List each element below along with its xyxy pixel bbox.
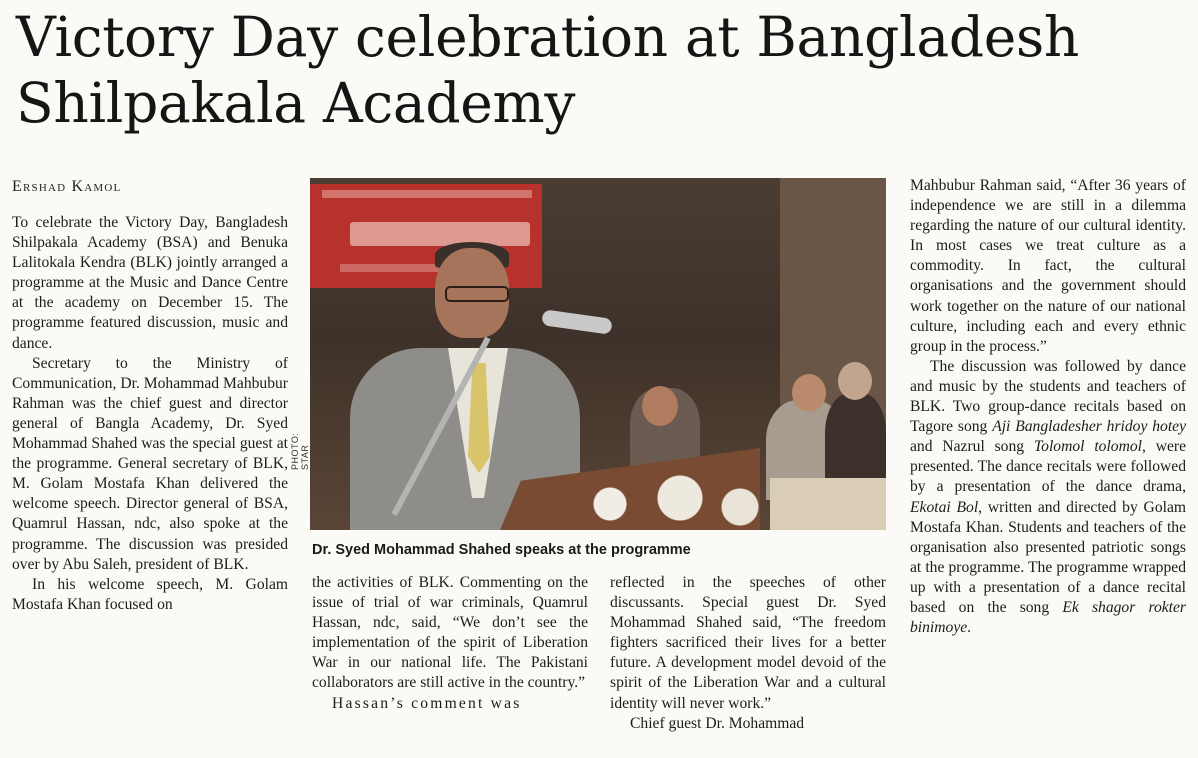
paragraph: The discussion was followed by dance and music by the students and teachers of BLK. Two group-dance recitals based on Tagore song Aji Bangladesher hridoy hotey and Nazrul song Tolomol tolomol, were presented. The dance recitals were followed by a presentation of the dance drama, Ekotai Bol, written and directed by Golam Mostafa Khan. Students and teachers of the organisation also presented patriotic songs at the programme. The programme wrapped up with a presentation of a dance recital based on the song Ek shagor rokter binimoye.: [910, 357, 1187, 637]
byline: Ershad Kamol: [12, 178, 122, 195]
photo-caption: Dr. Syed Mohammad Shahed speaks at the programme: [312, 542, 691, 558]
song-title: Ek shagor rokter binimoye: [910, 598, 1186, 637]
song-title: Tolomol tolomol: [1033, 438, 1142, 456]
paragraph: reflected in the speeches of other discussants. Special guest Dr. Syed Mohammad Shahed said, “The freedom fighters sacrificed their lives for a better future. A development model devoid of the spirit of the Liberation War and a cultural identity will never work.”: [610, 574, 886, 712]
paragraph: Chief guest Dr. Mohammad: [630, 714, 805, 732]
paragraph: To celebrate the Victory Day, Bangladesh Shilpakala Academy (BSA) and Benuka Lalitokala Kendra (BLK) jointly arranged a programme at the Music and Dance Centre at the academy on December 15. The programme featured discussion, music and dance.: [12, 214, 288, 352]
headline: [16, 4, 1186, 136]
paragraph: Hassan’s comment was: [332, 694, 522, 712]
paragraph: Mahbubur Rahman said, “After 36 years of independence we are still in a dilemma regarding the nature of our cultural identity. In most cases we treat culture as a commodity. In fact, the cultural organisations and the government should work together on the nature of our national culture, including each and every ethnic group in the process.”: [910, 177, 1186, 355]
article-column-2: [312, 573, 588, 714]
article-photo: [310, 178, 886, 530]
paragraph: the activities of BLK. Commenting on the issue of trial of war criminals, Quamrul Hassan, ndc, said, “We don’t see the implementation of the spirit of Liberation War in our national life. The Pakistani collaborators are still active in the country.”: [312, 574, 588, 692]
headline-line-2: Shilpakala Academy: [16, 71, 576, 135]
article-column-4: [910, 176, 1186, 638]
drama-title: Ekotai Bol: [910, 498, 979, 516]
article-column-1: [12, 213, 288, 615]
headline-line-1: Victory Day celebration at Bangladesh: [16, 5, 1080, 69]
article-column-3: [610, 573, 886, 734]
photo-credit: PHOTO: STAR: [290, 432, 310, 470]
paragraph: In his welcome speech, M. Golam Mostafa Khan focused on: [12, 575, 288, 613]
paragraph: Secretary to the Ministry of Communication, Dr. Mohammad Mahbubur Rahman was the chief guest and director general of Bangla Academy, Dr. Syed Mohammad Shahed was the special guest at the programme. General secretary of BLK, M. Golam Mostafa Khan delivered the welcome speech. Director general of BSA, Quamrul Hassan, ndc, also spoke at the programme. The discussion was presided over by Abu Saleh, president of BLK.: [12, 354, 288, 573]
song-title: Aji Bangladesher hridoy hotey: [992, 418, 1186, 436]
